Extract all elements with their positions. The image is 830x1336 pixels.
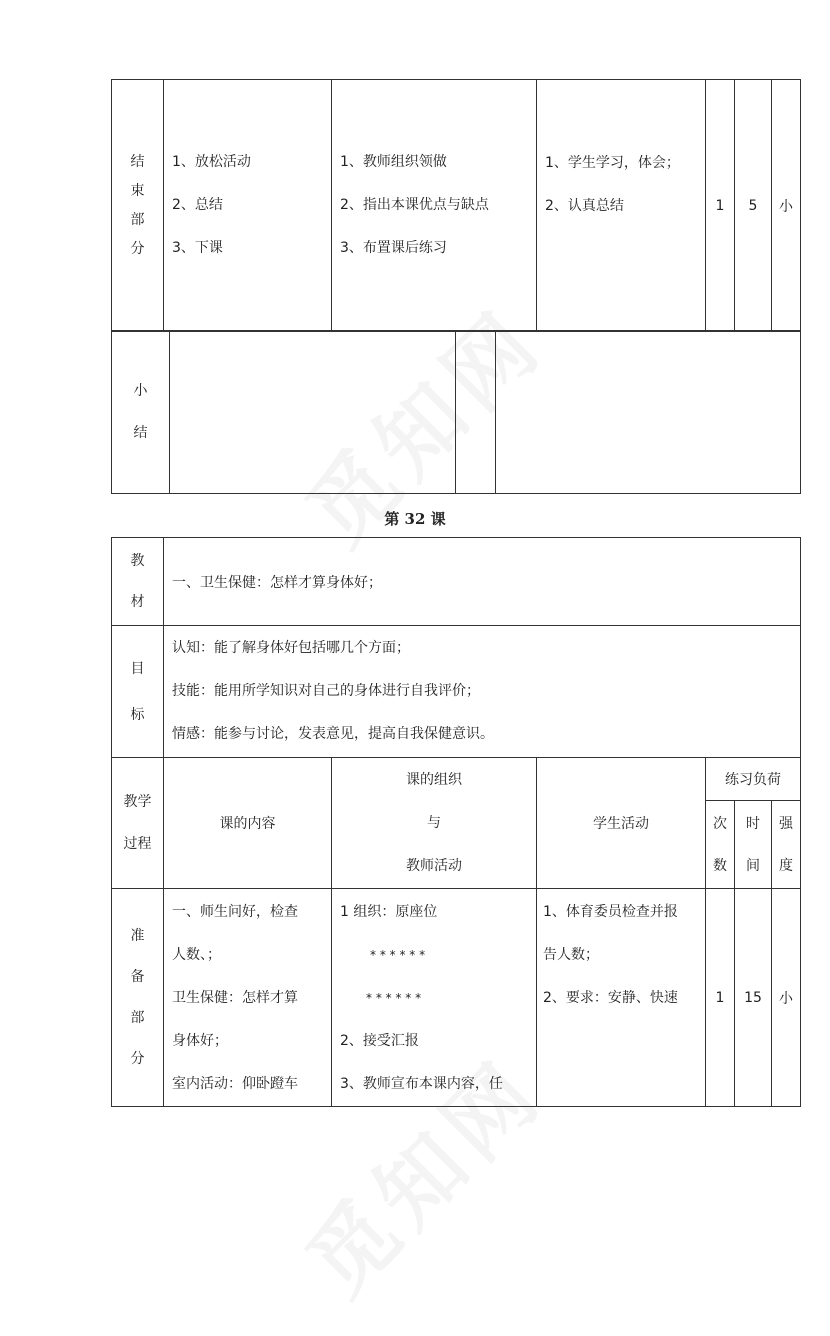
prep-student-activity (537, 889, 706, 1107)
list-item: 2、认真总结 (545, 198, 624, 214)
header-organization: 课的组织 与 教师活动 (332, 758, 537, 889)
header-content: 课的内容 (164, 758, 332, 889)
goal-item: 认知：能了解身体好包括哪几个方面； (172, 640, 410, 656)
list-item: 3、布置课后练习 (340, 240, 447, 256)
header-intensity: 强 度 (772, 801, 801, 889)
summary-table (111, 330, 801, 494)
lesson-plan-table (111, 537, 801, 1107)
summary-label: 小 结 (112, 331, 170, 494)
list-item: 1、放松活动 (172, 154, 251, 170)
header-load: 练习负荷 (706, 758, 801, 801)
list-item: 2、总结 (172, 197, 223, 213)
list-item: 一、师生问好，检查 (172, 904, 298, 920)
header-process: 教学 过程 (112, 758, 164, 889)
summary-cell-1 (170, 331, 456, 494)
list-item: 3、教师宣布本课内容，任 (340, 1076, 503, 1092)
goal-item: 技能：能用所学知识对自己的身体进行自我评价； (172, 683, 480, 699)
header-minutes: 时 间 (735, 801, 772, 889)
list-item: 1、教师组织领做 (340, 154, 447, 170)
header-times: 次 数 (706, 801, 735, 889)
list-item: 3、下课 (172, 240, 223, 256)
prep-section-label: 准 备 部 分 (112, 889, 164, 1107)
goal-label: 目 标 (112, 626, 164, 758)
prep-intensity: 小 (772, 889, 801, 1107)
ending-section-label: 结 束 部 分 (112, 80, 164, 332)
list-item: 1、学生学习，体会； (545, 155, 680, 171)
ending-content (164, 80, 332, 332)
summary-cell-2 (456, 331, 496, 494)
prep-organization (332, 889, 537, 1107)
lesson-title: 第 32 课 (384, 510, 446, 528)
ending-minutes: 5 (735, 80, 772, 332)
list-item: 1、体育委员检查并报 (543, 904, 678, 920)
prep-content (164, 889, 332, 1107)
goals (164, 626, 801, 758)
prep-minutes: 15 (735, 889, 772, 1107)
list-item: 告人数； (543, 947, 599, 963)
list-item: 2、指出本课优点与缺点 (340, 197, 489, 213)
header-student: 学生活动 (537, 758, 706, 889)
ending-organization (332, 80, 537, 332)
goal-item: 情感：能参与讨论，发表意见，提高自我保健意识。 (172, 726, 494, 742)
list-item: 室内活动：仰卧蹬车 (172, 1076, 298, 1092)
ending-times: 1 (706, 80, 735, 332)
formation-row: * * * * * * (370, 948, 426, 962)
prep-times: 1 (706, 889, 735, 1107)
ending-intensity: 小 (772, 80, 801, 332)
list-item: 1 组织：原座位 (340, 904, 438, 920)
list-item: 2、要求：安静、快速 (543, 990, 678, 1006)
list-item: 人数、； (172, 947, 221, 963)
list-item: 卫生保健：怎样才算 (172, 990, 298, 1006)
list-item: 2、接受汇报 (340, 1033, 419, 1049)
ending-section-table (111, 79, 801, 332)
material-text: 一、卫生保健：怎样才算身体好； (164, 538, 801, 626)
formation-row: * * * * * * (366, 991, 422, 1005)
summary-cell-3 (496, 331, 801, 494)
list-item: 身体好； (172, 1033, 228, 1049)
material-label: 教 材 (112, 538, 164, 626)
ending-student-activity (537, 80, 706, 332)
